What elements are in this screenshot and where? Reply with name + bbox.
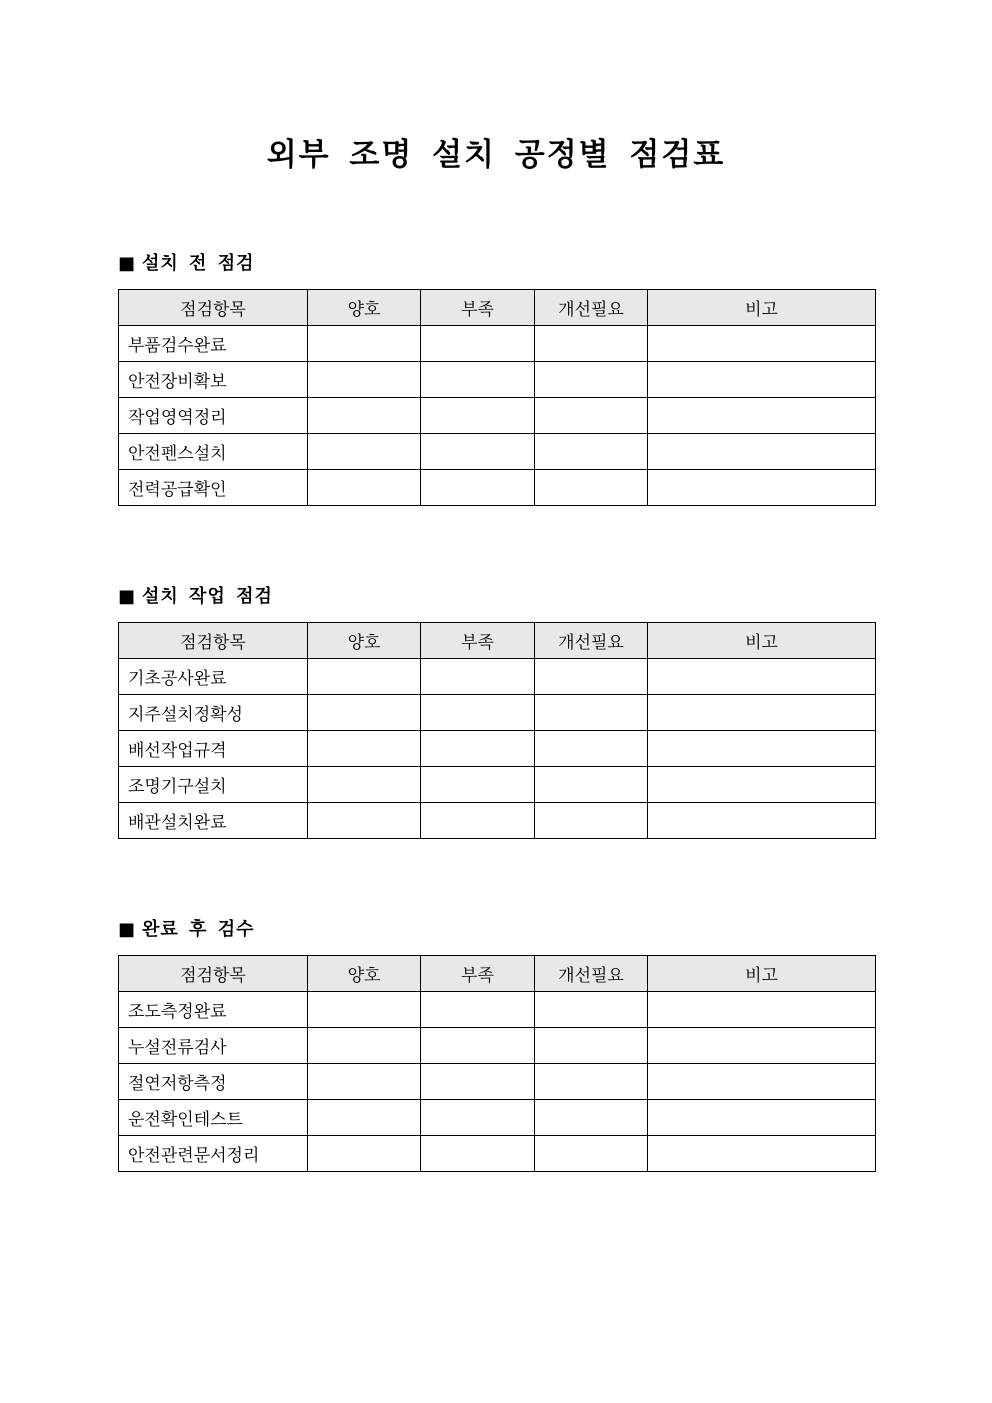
good-cell[interactable]: [308, 398, 421, 434]
needs-improvement-cell[interactable]: [535, 695, 648, 731]
section-heading: [118, 252, 875, 276]
good-cell[interactable]: [308, 362, 421, 398]
needs-improvement-cell[interactable]: [535, 434, 648, 470]
insufficient-cell[interactable]: [421, 1028, 535, 1064]
table-row: [119, 470, 876, 506]
item-label: 작업영역정리: [119, 398, 308, 434]
needs-improvement-cell[interactable]: [535, 326, 648, 362]
item-label: 배선작업규격: [119, 731, 308, 767]
item-label: 부품검수완료: [119, 326, 308, 362]
column-header-remarks: 비고: [648, 956, 876, 992]
insufficient-cell[interactable]: [421, 659, 535, 695]
insufficient-cell[interactable]: [421, 1100, 535, 1136]
insufficient-cell[interactable]: [421, 1136, 535, 1172]
good-cell[interactable]: [308, 767, 421, 803]
item-label: 전력공급확인: [119, 470, 308, 506]
section-heading: [118, 918, 875, 942]
insufficient-cell[interactable]: [421, 398, 535, 434]
column-header-insufficient: 부족: [421, 623, 535, 659]
item-label: 조도측정완료: [119, 992, 308, 1028]
column-header-remarks: 비고: [648, 623, 876, 659]
item-label: 절연저항측정: [119, 1064, 308, 1100]
good-cell[interactable]: [308, 695, 421, 731]
checklist-table: [118, 955, 876, 1172]
section-title: 설치 전 점검: [142, 253, 255, 274]
item-label: 안전펜스설치: [119, 434, 308, 470]
insufficient-cell[interactable]: [421, 362, 535, 398]
square-bullet-icon: ■: [118, 586, 137, 607]
needs-improvement-cell[interactable]: [535, 731, 648, 767]
needs-improvement-cell[interactable]: [535, 470, 648, 506]
remarks-cell[interactable]: [648, 434, 876, 470]
item-label: 기초공사완료: [119, 659, 308, 695]
table-row: [119, 767, 876, 803]
needs-improvement-cell[interactable]: [535, 1064, 648, 1100]
column-header-needs-improvement: 개선필요: [535, 956, 648, 992]
table-row: [119, 659, 876, 695]
header-row: [119, 956, 876, 992]
item-label: 지주설치정확성: [119, 695, 308, 731]
remarks-cell[interactable]: [648, 659, 876, 695]
needs-improvement-cell[interactable]: [535, 1136, 648, 1172]
good-cell[interactable]: [308, 1064, 421, 1100]
header-row: [119, 290, 876, 326]
column-header-remarks: 비고: [648, 290, 876, 326]
column-header-needs-improvement: 개선필요: [535, 623, 648, 659]
good-cell[interactable]: [308, 992, 421, 1028]
section-post-completion: [118, 918, 875, 1172]
table-row: [119, 1064, 876, 1100]
section-title: 설치 작업 점검: [142, 586, 273, 607]
good-cell[interactable]: [308, 1136, 421, 1172]
insufficient-cell[interactable]: [421, 470, 535, 506]
remarks-cell[interactable]: [648, 470, 876, 506]
good-cell[interactable]: [308, 1028, 421, 1064]
table-row: [119, 695, 876, 731]
needs-improvement-cell[interactable]: [535, 992, 648, 1028]
insufficient-cell[interactable]: [421, 992, 535, 1028]
column-header-item: 점검항목: [119, 956, 308, 992]
table-row: [119, 362, 876, 398]
needs-improvement-cell[interactable]: [535, 659, 648, 695]
needs-improvement-cell[interactable]: [535, 1028, 648, 1064]
good-cell[interactable]: [308, 731, 421, 767]
table-row: [119, 992, 876, 1028]
needs-improvement-cell[interactable]: [535, 1100, 648, 1136]
good-cell[interactable]: [308, 659, 421, 695]
header-row: [119, 623, 876, 659]
page-title: 외부 조명 설치 공정별 점검표: [266, 137, 726, 173]
insufficient-cell[interactable]: [421, 326, 535, 362]
column-header-insufficient: 부족: [421, 956, 535, 992]
column-header-insufficient: 부족: [421, 290, 535, 326]
table-row: [119, 434, 876, 470]
column-header-item: 점검항목: [119, 623, 308, 659]
good-cell[interactable]: [308, 434, 421, 470]
insufficient-cell[interactable]: [421, 695, 535, 731]
insufficient-cell[interactable]: [421, 803, 535, 839]
table-row: [119, 731, 876, 767]
item-label: 안전관련문서정리: [119, 1136, 308, 1172]
checklist-table: [118, 622, 876, 839]
table-row: [119, 1028, 876, 1064]
table-row: [119, 803, 876, 839]
remarks-cell[interactable]: [648, 1028, 876, 1064]
section-title: 완료 후 검수: [142, 919, 255, 940]
needs-improvement-cell[interactable]: [535, 803, 648, 839]
column-header-good: 양호: [308, 956, 421, 992]
insufficient-cell[interactable]: [421, 767, 535, 803]
remarks-cell[interactable]: [648, 1100, 876, 1136]
item-label: 운전확인테스트: [119, 1100, 308, 1136]
column-header-good: 양호: [308, 290, 421, 326]
square-bullet-icon: ■: [118, 919, 137, 940]
needs-improvement-cell[interactable]: [535, 362, 648, 398]
remarks-cell[interactable]: [648, 803, 876, 839]
insufficient-cell[interactable]: [421, 731, 535, 767]
insufficient-cell[interactable]: [421, 1064, 535, 1100]
square-bullet-icon: ■: [118, 253, 137, 274]
remarks-cell[interactable]: [648, 767, 876, 803]
table-row: [119, 398, 876, 434]
item-label: 조명기구설치: [119, 767, 308, 803]
table-row: [119, 326, 876, 362]
column-header-item: 점검항목: [119, 290, 308, 326]
checklist-table: [118, 289, 876, 506]
good-cell[interactable]: [308, 803, 421, 839]
column-header-good: 양호: [308, 623, 421, 659]
remarks-cell[interactable]: [648, 398, 876, 434]
column-header-needs-improvement: 개선필요: [535, 290, 648, 326]
good-cell[interactable]: [308, 326, 421, 362]
section-heading: [118, 585, 875, 609]
remarks-cell[interactable]: [648, 1064, 876, 1100]
remarks-cell[interactable]: [648, 992, 876, 1028]
remarks-cell[interactable]: [648, 326, 876, 362]
remarks-cell[interactable]: [648, 695, 876, 731]
needs-improvement-cell[interactable]: [535, 767, 648, 803]
remarks-cell[interactable]: [648, 731, 876, 767]
item-label: 배관설치완료: [119, 803, 308, 839]
item-label: 누설전류검사: [119, 1028, 308, 1064]
needs-improvement-cell[interactable]: [535, 398, 648, 434]
remarks-cell[interactable]: [648, 362, 876, 398]
good-cell[interactable]: [308, 1100, 421, 1136]
section-pre-install: [118, 252, 875, 506]
table-row: [119, 1100, 876, 1136]
item-label: 안전장비확보: [119, 362, 308, 398]
remarks-cell[interactable]: [648, 1136, 876, 1172]
table-row: [119, 1136, 876, 1172]
insufficient-cell[interactable]: [421, 434, 535, 470]
good-cell[interactable]: [308, 470, 421, 506]
section-installation: [118, 585, 875, 839]
